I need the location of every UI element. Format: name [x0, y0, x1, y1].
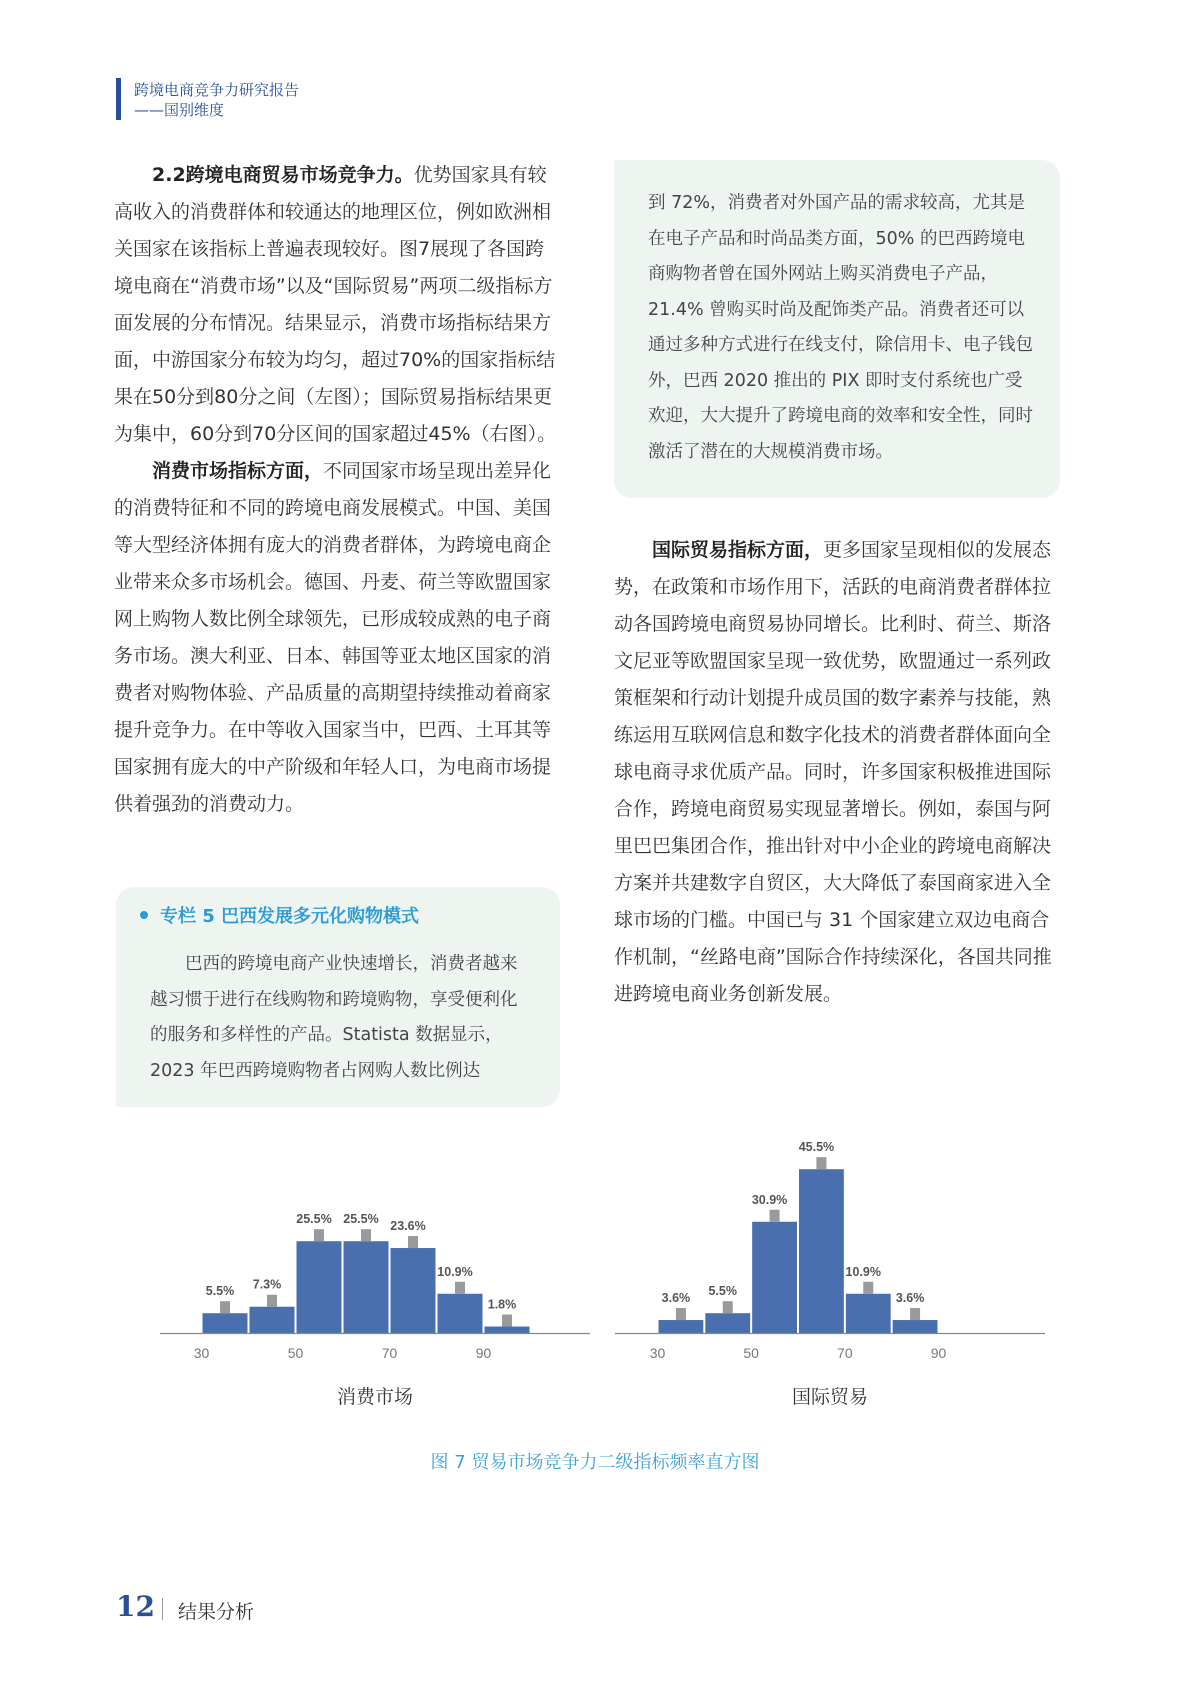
footer-divider: [162, 1598, 163, 1620]
page-number: 12: [116, 1590, 155, 1623]
header-accent-bar: [116, 78, 121, 120]
error-marker: [361, 1229, 371, 1241]
paragraph-consumer-market: [114, 453, 558, 823]
x-tick-label: 90: [475, 1345, 492, 1361]
histogram-bar: [893, 1320, 938, 1333]
histogram-bar: [297, 1241, 342, 1333]
x-tick-label: 50: [287, 1345, 304, 1361]
data-label: 5.5%: [205, 1284, 235, 1299]
x-axis-label: 消费市场: [336, 1386, 414, 1408]
error-marker: [314, 1229, 324, 1241]
paragraph-market-competitiveness: [114, 157, 558, 453]
error-marker: [676, 1308, 686, 1320]
histogram-bar: [438, 1294, 483, 1333]
data-label: 25.5%: [343, 1212, 379, 1227]
histogram-bar: [752, 1222, 797, 1333]
sidebar-box-brazil-part1: [116, 887, 560, 1107]
data-label: 3.6%: [895, 1291, 925, 1306]
histogram-bar: [846, 1294, 891, 1333]
x-tick-label: 90: [930, 1345, 947, 1361]
histogram-bar: [705, 1313, 750, 1333]
paragraph-international-trade: [614, 532, 1060, 1013]
x-tick-label: 70: [837, 1345, 853, 1361]
x-axis-label: 国际贸易: [791, 1386, 869, 1408]
box-title-text: 专栏 5 巴西发展多元化购物模式: [160, 906, 420, 927]
box-paragraph: 到 72%，消费者对外国产品的需求较高，尤其是在电子产品和时尚品类方面，50% 的巴西跨境电商购物者曾在国外网站上购买消费电子产品，21.4% 曾购买时尚及配饰类产品。消费者还可以通过多种方式进行在线支付，除信用卡、电子钱包外，巴西 2020 推出的 PIX 即时支付系统也广受欢迎，大大提升了跨境电商的效率和安全性，同时激活了潜在的大规模消费市场。: [648, 193, 1033, 462]
error-marker: [863, 1282, 873, 1294]
report-subtitle: ——国别维度: [134, 101, 225, 119]
histogram-bar: [344, 1241, 389, 1333]
error-marker: [502, 1315, 512, 1327]
data-label: 23.6%: [390, 1219, 426, 1234]
paragraph-text: 更多国家呈现相似的发展态势，在政策和市场作用下，活跃的电商消费者群体拉动各国跨境电商贸易协同增长。比利时、荷兰、斯洛文尼亚等欧盟国家呈现一致优势，欧盟通过一系列政策框架和行动计划提升成员国的数字素养与技能，熟练运用互联网信息和数字化技术的消费者群体面向全球电商寻求优质产品。同时，许多国家积极推进国际合作，跨境电商贸易实现显著增长。例如，泰国与阿里巴巴集团合作，推出针对中小企业的跨境电商解决方案并共建数字自贸区，大大降低了泰国商家进入全球市场的门槛。中国已与 31 个国家建立双边电商合作机制，“丝路电商”国际合作持续深化，各国共同推进跨境电商业务创新发展。: [614, 539, 1052, 1005]
data-label: 45.5%: [798, 1140, 835, 1155]
x-tick-label: 30: [649, 1345, 666, 1361]
histogram-1: [160, 1212, 590, 1408]
figure-caption: 图 7 贸易市场竞争力二级指标频率直方图: [430, 1452, 760, 1473]
histogram-bar: [250, 1307, 295, 1333]
histogram-figure: [0, 1100, 1190, 1440]
histogram-bar: [391, 1248, 436, 1333]
histogram-bar: [485, 1327, 530, 1333]
data-label: 7.3%: [252, 1277, 282, 1292]
x-tick-label: 50: [743, 1345, 759, 1361]
data-label: 30.9%: [751, 1192, 788, 1207]
footer-section-label: 结果分析: [178, 1601, 255, 1623]
error-marker: [910, 1308, 920, 1320]
box-title: [140, 905, 419, 929]
sidebar-box-brazil-part2: [614, 160, 1060, 498]
report-title: 跨境电商竞争力研究报告: [134, 81, 300, 99]
histogram-bar: [203, 1313, 248, 1333]
error-marker: [267, 1295, 277, 1307]
paragraph-heading: 国际贸易指标方面，: [652, 539, 824, 561]
box-text: [648, 186, 1034, 470]
x-tick-label: 70: [381, 1345, 398, 1361]
histogram-bar: [659, 1320, 704, 1333]
data-label: 3.6%: [661, 1291, 691, 1306]
histogram-2: [615, 1140, 1045, 1408]
paragraph-heading: 2.2跨境电商贸易市场竞争力。: [152, 164, 414, 186]
x-tick-label: 30: [193, 1345, 210, 1361]
data-label: 10.9%: [845, 1264, 881, 1279]
right-column: [614, 532, 1060, 1013]
data-label: 25.5%: [296, 1212, 332, 1227]
box-text: [150, 947, 530, 1089]
error-marker: [723, 1301, 733, 1313]
bullet-dot-icon: [140, 911, 148, 919]
data-label: 1.8%: [487, 1297, 517, 1312]
error-marker: [455, 1282, 465, 1294]
error-marker: [408, 1236, 418, 1248]
paragraph-text: 不同国家市场呈现出差异化的消费特征和不同的跨境电商发展模式。中国、美国等大型经济体拥有庞大的消费者群体，为跨境电商企业带来众多市场机会。德国、丹麦、荷兰等欧盟国家网上购物人数比例全球领先，已形成较成熟的电子商务市场。澳大利亚、日本、韩国等亚太地区国家的消费者对购物体验、产品质量的高期望持续推动着商家提升竞争力。在中等收入国家当中，巴西、土耳其等国家拥有庞大的中产阶级和年轻人口，为电商市场提供着强劲的消费动力。: [114, 460, 552, 815]
histogram-bar: [799, 1169, 844, 1333]
data-label: 5.5%: [708, 1284, 737, 1299]
paragraph-text: 优势国家具有较高收入的消费群体和较通达的地理区位，例如欧洲相关国家在该指标上普遍表现较好。图7展现了各国跨境电商在“消费市场”以及“国际贸易”两项二级指标方面发展的分布情况。结果显示，消费市场指标结果方面，中游国家分布较为均匀，超过70%的国家指标结果在50分到80分之间（左图）；国际贸易指标结果更为集中，60分到70分区间的国家超过45%（右图）。: [114, 164, 557, 445]
error-marker: [220, 1301, 230, 1313]
data-label: 10.9%: [437, 1264, 473, 1279]
paragraph-heading: 消费市场指标方面，: [152, 460, 324, 482]
error-marker: [816, 1157, 826, 1169]
box-paragraph: 巴西的跨境电商产业快速增长，消费者越来越习惯于进行在线购物和跨境购物，享受便利化的服务和多样性的产品。Statista 数据显示，2023 年巴西跨境购物者占网购人数比例达: [150, 954, 518, 1081]
left-column: [114, 157, 558, 823]
error-marker: [770, 1210, 780, 1222]
